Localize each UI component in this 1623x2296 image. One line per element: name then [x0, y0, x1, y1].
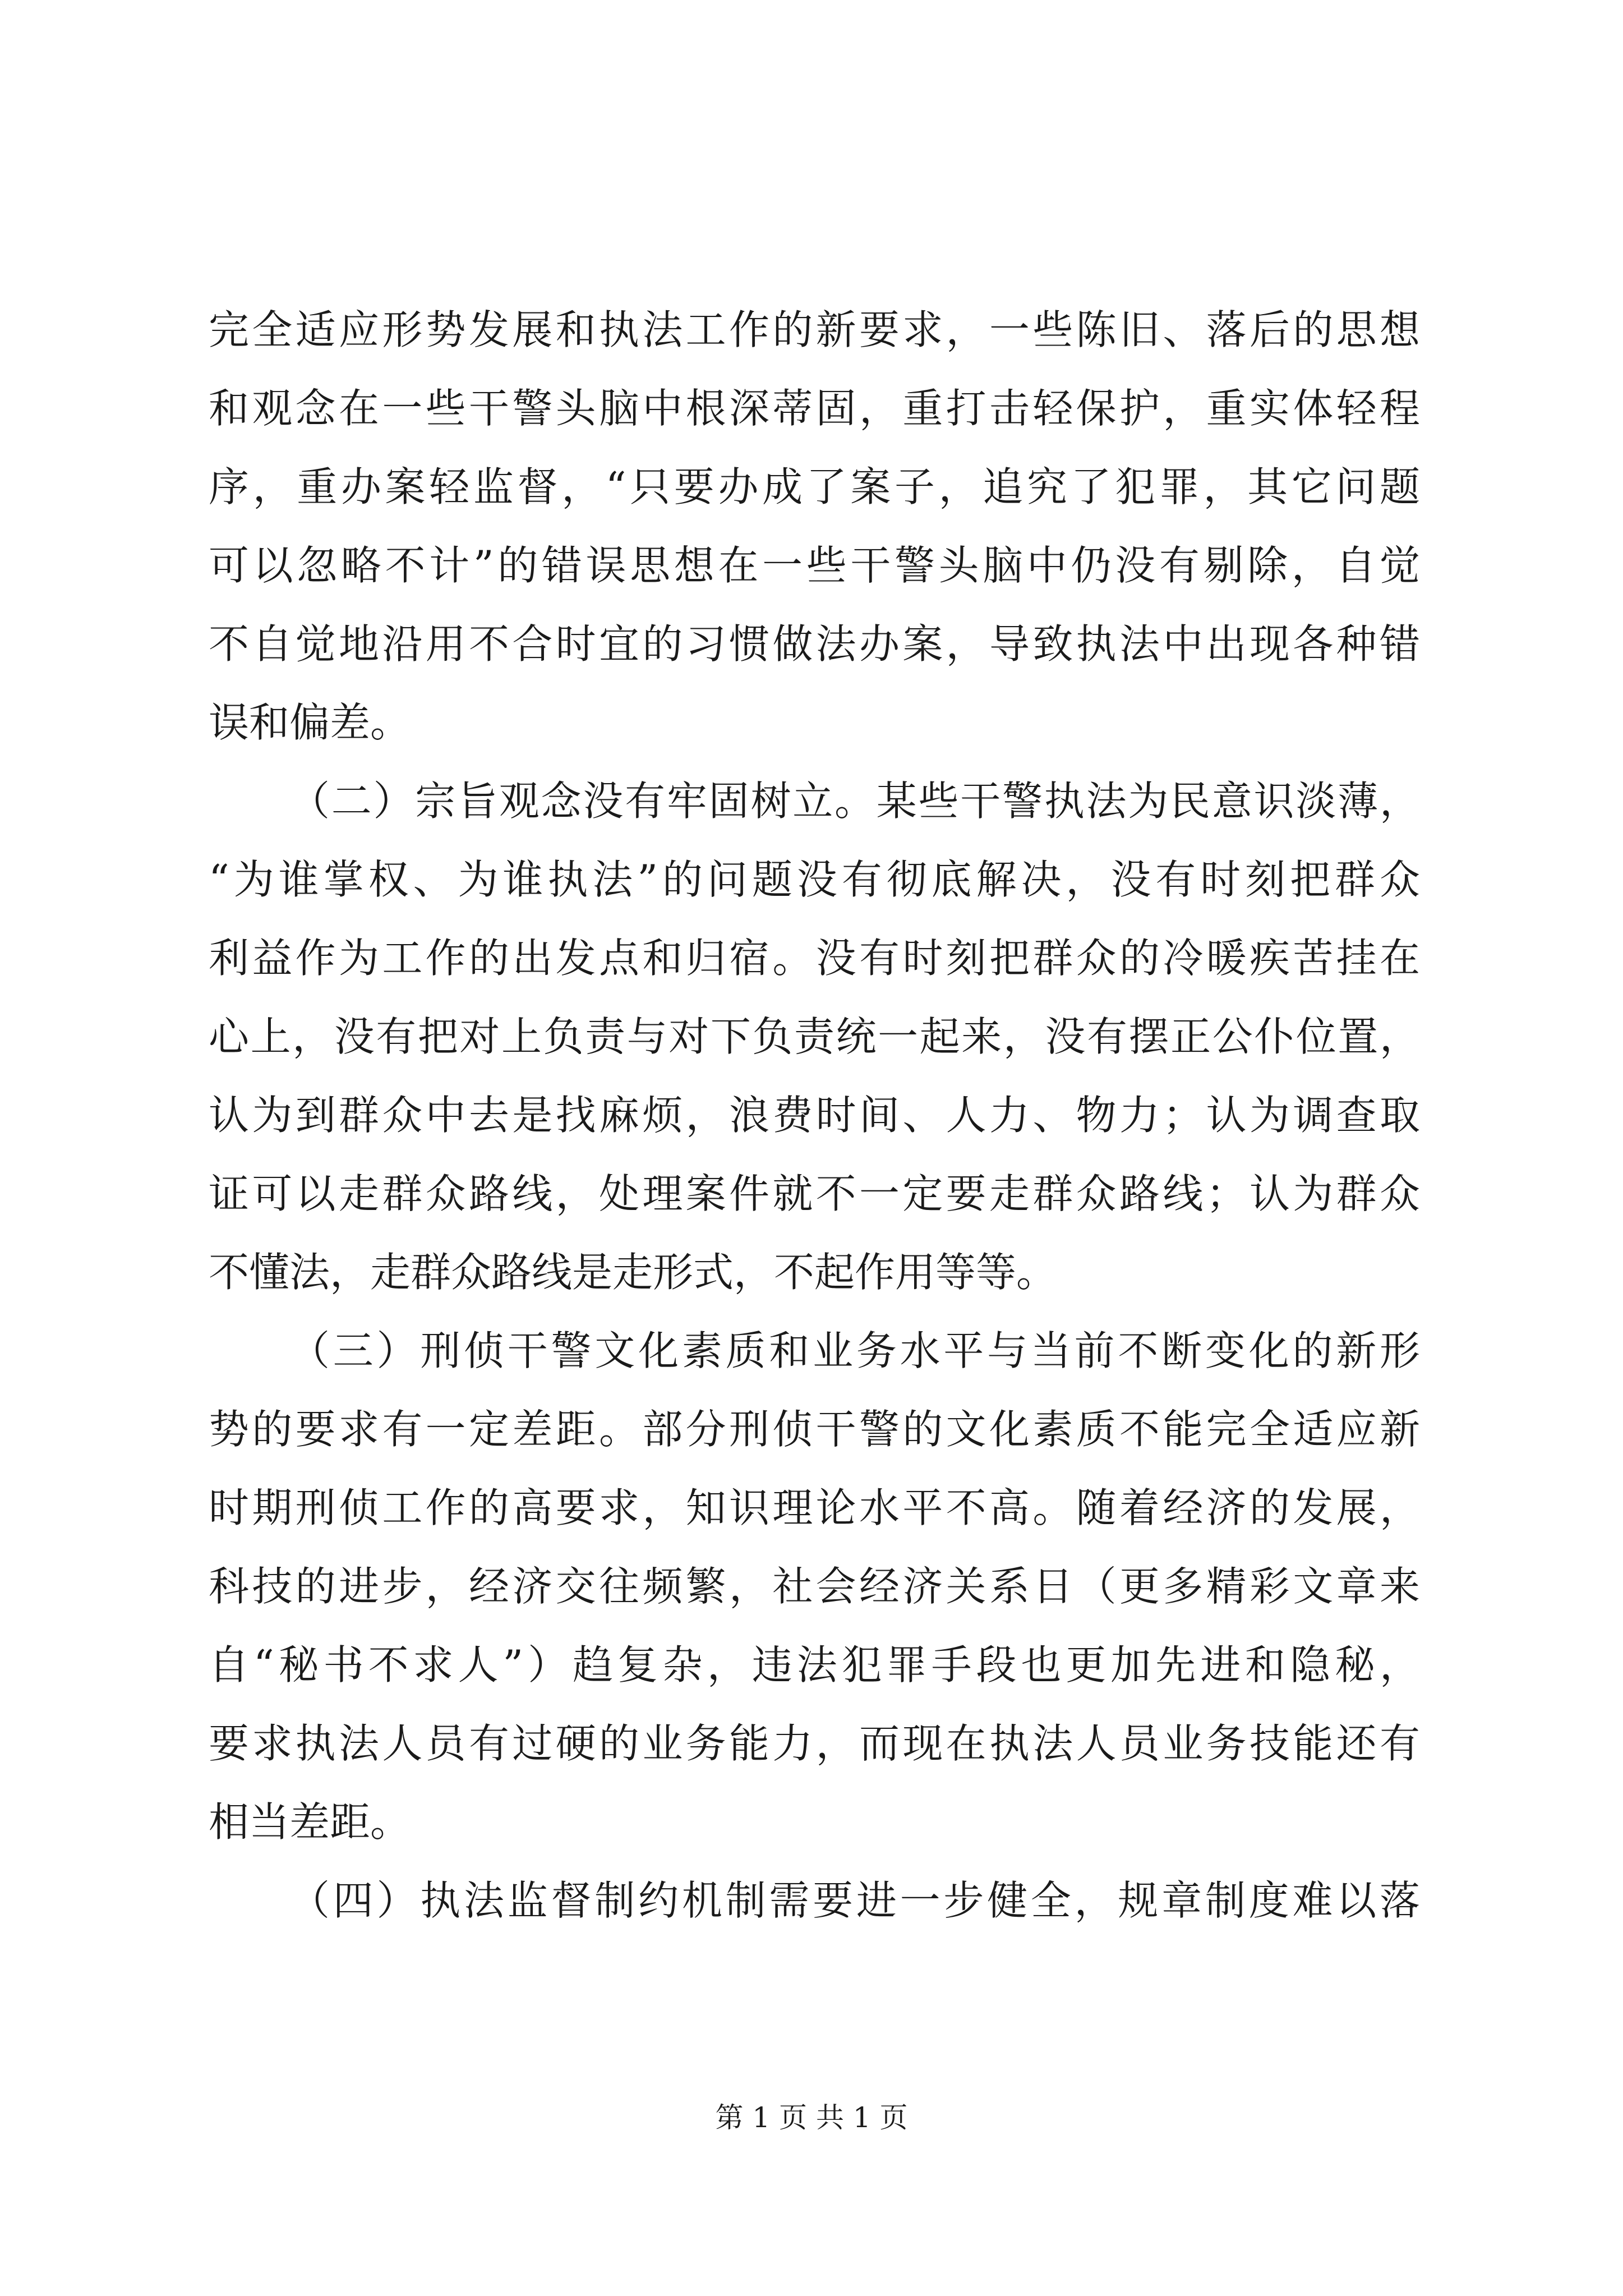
text-line: 科技的进步，经济交往频繁，社会经济关系日（更多精彩文章来: [209, 1563, 1420, 1610]
text-line: 心上，没有把对上负责与对下负责统一起来，没有摆正公仆位置，: [209, 1013, 1420, 1060]
page-footer: 第 1 页 共 1 页: [715, 2101, 908, 2134]
text-line: 证可以走群众路线，处理案件就不一定要走群众路线；认为群众: [209, 1170, 1420, 1217]
text-line: “为谁掌权、为谁执法”的问题没有彻底解决，没有时刻把群众: [209, 856, 1420, 903]
text-line: 自“秘书不求人”）趋复杂，违法犯罪手段也更加先进和隐秘，: [209, 1641, 1420, 1688]
text-line: 认为到群众中去是找麻烦，浪费时间、人力、物力；认为调查取: [209, 1092, 1420, 1139]
text-line: 利益作为工作的出发点和归宿。没有时刻把群众的冷暖疾苦挂在: [209, 935, 1420, 982]
text-line: 不自觉地沿用不合时宜的习惯做法办案，导致执法中出现各种错: [209, 620, 1420, 668]
paragraph-end-line: 不懂法，走群众路线是走形式，不起作用等等。: [209, 1249, 1057, 1296]
text-line: 完全适应形势发展和执法工作的新要求，一些陈旧、落后的思想: [209, 306, 1420, 353]
paragraph-end-line: 相当差距。: [209, 1798, 411, 1846]
body-text: [209, 291, 1420, 1940]
paragraph-end-line: 误和偏差。: [209, 699, 411, 746]
text-line: 和观念在一些干警头脑中根深蒂固，重打击轻保护，重实体轻程: [209, 385, 1420, 432]
paragraph-heading-line: （三）刑侦干警文化素质和业务水平与当前不断变化的新形: [289, 1327, 1420, 1374]
text-line: 要求执法人员有过硬的业务能力，而现在执法人员业务技能还有: [209, 1720, 1420, 1767]
paragraph-heading-line: （四）执法监督制约机制需要进一步健全，规章制度难以落: [289, 1877, 1420, 1924]
text-line: 可以忽略不计”的错误思想在一些干警头脑中仍没有剔除，自觉: [209, 542, 1420, 589]
text-line: 序，重办案轻监督，“只要办成了案子，追究了犯罪，其它问题: [209, 463, 1420, 510]
text-line: 时期刑侦工作的高要求，知识理论水平不高。随着经济的发展，: [209, 1484, 1420, 1531]
paragraph-heading-line: （二）宗旨观念没有牢固树立。某些干警执法为民意识淡薄，: [289, 777, 1420, 825]
text-line: 势的要求有一定差距。部分刑侦干警的文化素质不能完全适应新: [209, 1406, 1420, 1453]
